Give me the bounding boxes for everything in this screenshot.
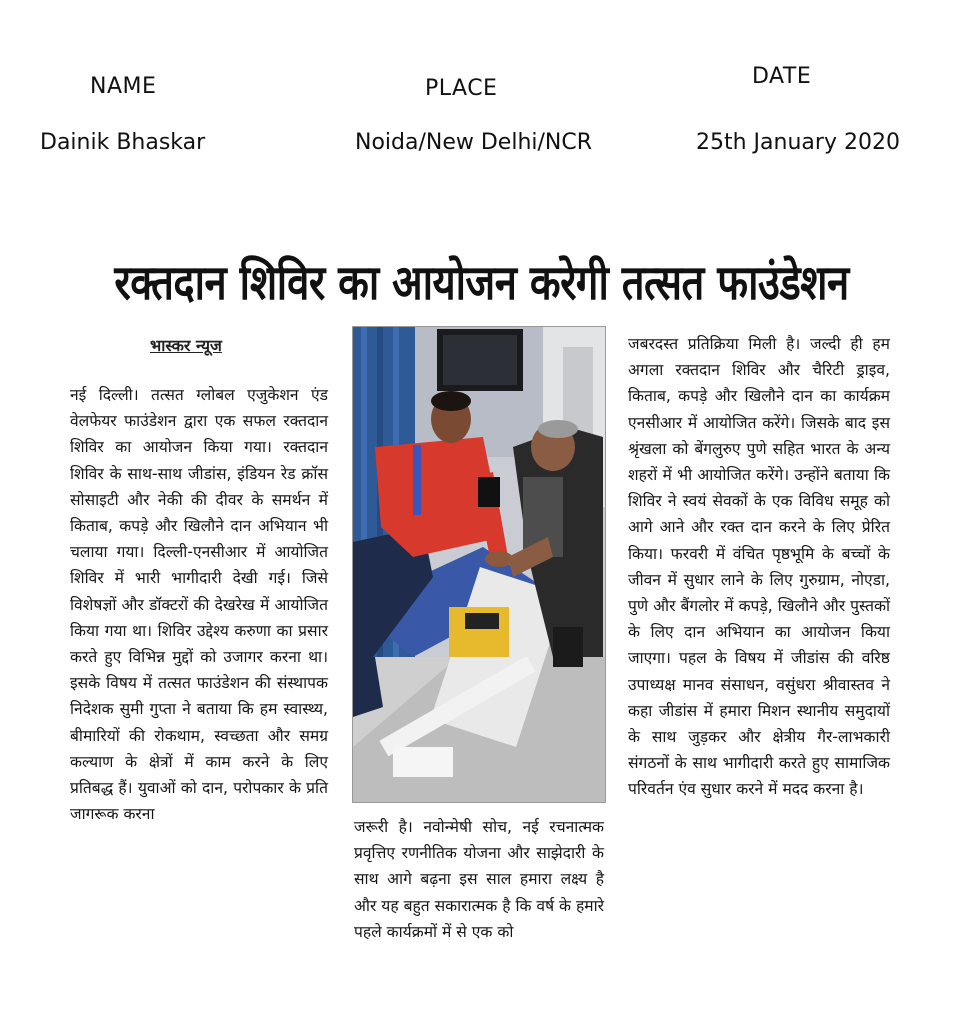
place-value: Noida/New Delhi/NCR — [355, 130, 593, 155]
article-headline: रक्तदान शिविर का आयोजन करेगी तत्सत फाउंडेशन — [114, 255, 849, 312]
name-value: Dainik Bhaskar — [40, 130, 206, 155]
date-value: 25th January 2020 — [696, 130, 900, 155]
blood-donation-photo — [353, 327, 605, 802]
date-label: DATE — [752, 64, 812, 89]
place-label: PLACE — [425, 76, 498, 101]
article-byline: भास्कर न्यूज — [150, 336, 222, 355]
article-column-1: नई दिल्ली। तत्सत ग्लोबल एजुकेशन एंड वेलफेयर फाउंडेशन द्वारा एक सफल रक्तदान शिविर का आयोजन किया गया। रक्तदान शिविर के साथ-साथ जीडांस, इंडियन रेड क्रॉस सोसाइटी और नेकी की दीवर के समर्थन में किताब, कपड़े और खिलौने दान अभियान भी चलाया गया। दिल्ली-एनसीआर में आयोजित शिविर में भारी भागीदारी देखी गई। जिसे विशेषज्ञों और डॉक्टरों की देखरेख में आयोजित किया गया था। शिविर उद्देश्य करुणा का प्रसार करते हुए विभिन्न मुद्दों को उजागर करना था। इसके विषय में तत्सत फाउंडेशन की संस्थापक निदेशक सुमी गुप्ता ने बताया कि हम स्वास्थ्य, बीमारियों की रोकथाम, स्वच्छता और समग्र कल्याण के क्षेत्रों में काम करने के लिए प्रतिबद्ध हैं। युवाओं को दान, परोपकार के प्रति जागरूक करना — [70, 386, 328, 824]
article-column-3: जबरदस्त प्रतिक्रिया मिली है। जल्दी ही हम अगला रक्तदान शिविर और चैरिटी ड्राइव, किताब, कपड़े और खिलौने दान का कार्यक्रम एनसीआर में आयोजित करेंगे। जिसके बाद इस श्रृंखला को बेंगलुरुए पुणे सहित भारत के अन्य शहरों में भी आयोजित करेंगे। उन्होंने बताया कि शिविर ने स्वयं सेवकों के एक विविध समूह को आगे आने और रक्त दान करने के लिए प्रेरित किया। फरवरी में वंचित पृष्ठभूमि के बच्चों के जीवन में सुधार लाने के लिए गुरुग्राम, नोएडा, पुणे और बैंगलोर में कपड़े, खिलौने और पुस्तकों के लिए दान अभियान का आयोजन किया जाएगा। पहल के विषय में जीडांस की वरिष्ठ उपाध्यक्ष मानव संसाधन, वसुंधरा श्रीवास्तव ने कहा जीडांस में हमारा मिशन स्थानीय समुदायों के साथ जुड़कर और क्षेत्रीय गैर-लाभकारी संगठनों के साथ भागीदारी करते हुए सामाजिक परिवर्तन एंव सुधार करने में मदद करना है। — [628, 335, 890, 799]
article-photo — [352, 326, 606, 803]
article-column-2: जरूरी है। नवोन्मेषी सोच, नई रचनात्मक प्रवृत्तिए रणनीतिक योजना और साझेदारी के साथ आगे बढ़ना इस साल हमारा लक्ष्य है और यह बहुत सकारात्मक है कि वर्ष के हमारे पहले कार्यक्रमों में से एक को — [354, 818, 605, 941]
name-label: NAME — [90, 74, 157, 99]
